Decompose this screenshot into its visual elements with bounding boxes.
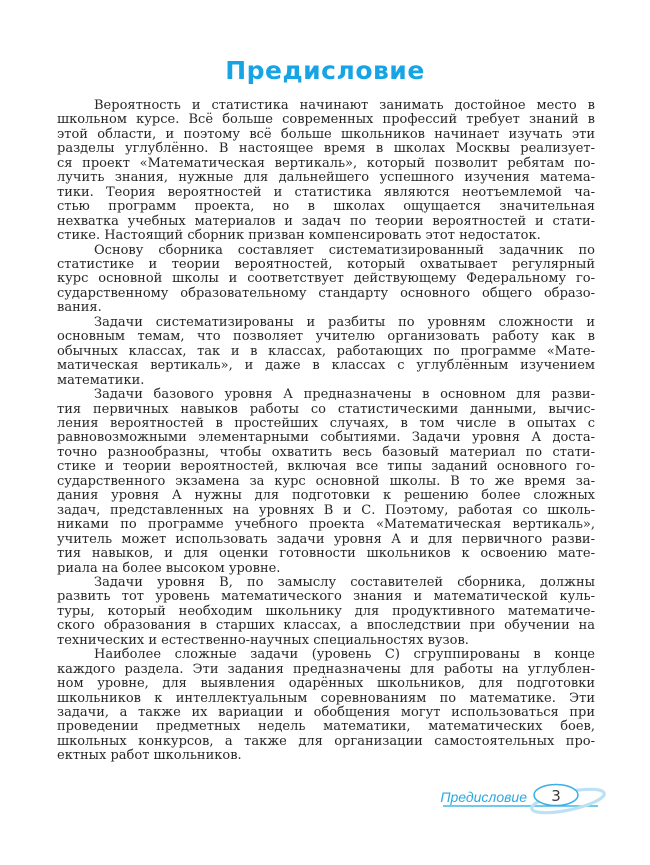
text-line: вания.	[57, 300, 102, 316]
text-line: школьном курсе. Всё больше современных профессий требует знаний в	[57, 112, 595, 128]
text-line: тия первичных навыков работы со статистическими данными, вычис-	[57, 401, 595, 417]
text-line: стике и теории вероятностей, включая все типы заданий основного го-	[57, 459, 595, 475]
paragraph	[57, 576, 595, 648]
text-line: сударственному образовательному стандарту основного общего образо-	[57, 285, 595, 301]
text-line: Задачи уровня В, по замыслу составителей сборника, должны	[94, 574, 595, 590]
text-line: разделы углублённо. В настоящее время в школах Москвы реализует-	[57, 141, 595, 157]
page-number-decoration	[435, 779, 615, 825]
text-line: тия навыков, и для оценки готовности школьников к освоению мате-	[57, 546, 595, 562]
text-line: туры, который необходим школьнику для продуктивного математиче-	[57, 603, 595, 619]
text-line: ления вероятностей в простейших случаях, в том числе в опытах с	[57, 415, 595, 431]
text-line: ном уровне, для выявления одарённых школьников, для подготовки	[57, 676, 595, 692]
text-line: статистике и теории вероятностей, который охватывает регулярный	[57, 256, 595, 272]
text-line: основным темам, что позволяет учителю организовать работу как в	[57, 329, 595, 345]
text-line: учитель может использовать задачи уровня А и для первичного разви-	[57, 531, 595, 547]
text-line: стью программ проекта, но в школах ощущается значительная	[57, 199, 595, 215]
text-line: Задачи систематизированы и разбиты по уровням сложности и	[94, 314, 595, 330]
paragraph	[57, 244, 595, 316]
text-line: технических и естественно-научных специальностях вузов.	[57, 632, 469, 648]
text-line: матическая вертикаль», и даже в классах с углублённым изучением	[57, 358, 595, 374]
footer-section-label: Предисловие	[440, 789, 527, 805]
text-line: ся проект «Математическая вертикаль», который позволит ребятам по-	[57, 155, 595, 171]
text-line: ектных работ школьников.	[57, 748, 242, 764]
text-line: курс основной школы и соответствует действующему Федеральному го-	[57, 271, 595, 287]
text-line: каждого раздела. Эти задания предназначены для работы на углублен-	[57, 661, 595, 677]
text-line: задачи, а также их вариации и обобщения могут использоваться при	[57, 705, 595, 721]
text-line: обычных классах, так и в классах, работающих по программе «Мате-	[57, 343, 595, 359]
text-line: Основу сборника составляет систематизированный задачник по	[94, 242, 595, 258]
text-line: никами по программе учебного проекта «Математическая вертикаль»,	[57, 517, 595, 533]
text-line: стике. Настоящий сборник призван компенсировать этот недостаток.	[57, 228, 541, 244]
text-line: математики.	[57, 372, 145, 388]
text-line: Задачи базового уровня А предназначены в основном для разви-	[94, 387, 595, 403]
paragraph	[57, 648, 595, 764]
paragraph	[57, 99, 595, 244]
text-line: школьных конкурсов, а также для организации самостоятельных про-	[57, 733, 595, 749]
page-title: Предисловие	[225, 56, 425, 85]
paragraph	[57, 316, 595, 388]
paragraph	[57, 388, 595, 576]
page-number: 3	[551, 787, 561, 805]
text-line: задач, представленных на уровнях В и С. Поэтому, работая со школь-	[57, 502, 595, 518]
text-line: риала на более высоком уровне.	[57, 560, 281, 576]
text-line: Наиболее сложные задачи (уровень С) сгруппированы в конце	[94, 647, 595, 663]
text-line: этой области, и поэтому всё больше школьников начинает изучать эти	[57, 126, 595, 142]
text-line: дания уровня А нужны для подготовки к решению более сложных	[57, 488, 595, 504]
text-line: школьников к интеллектуальным соревнованиям по математике. Эти	[57, 690, 595, 706]
text-line: лучить знания, нужные для дальнейшего успешного изучения матема-	[57, 170, 595, 186]
text-line: ского образования в старших классах, а впоследствии при обучении на	[57, 618, 595, 634]
text-line: развить тот уровень математического знания и математической куль-	[57, 589, 595, 605]
text-line: нехватка учебных материалов и задач по теории вероятностей и стати-	[57, 213, 595, 229]
text-line: точно разнообразны, чтобы охватить весь базовый материал по стати-	[57, 444, 595, 460]
text-line: Вероятность и статистика начинают занимать достойное место в	[94, 98, 595, 113]
text-line: тики. Теория вероятностей и статистика являются неотъемлемой ча-	[57, 184, 595, 200]
text-line: сударственного экзамена за курс основной школы. В то же время за-	[57, 473, 595, 489]
text-line: равновозможными элементарными событиями. Задачи уровня А доста-	[57, 430, 595, 446]
preface-text	[57, 99, 595, 764]
text-line: проведении предметных недель математики, математических боев,	[57, 719, 595, 735]
